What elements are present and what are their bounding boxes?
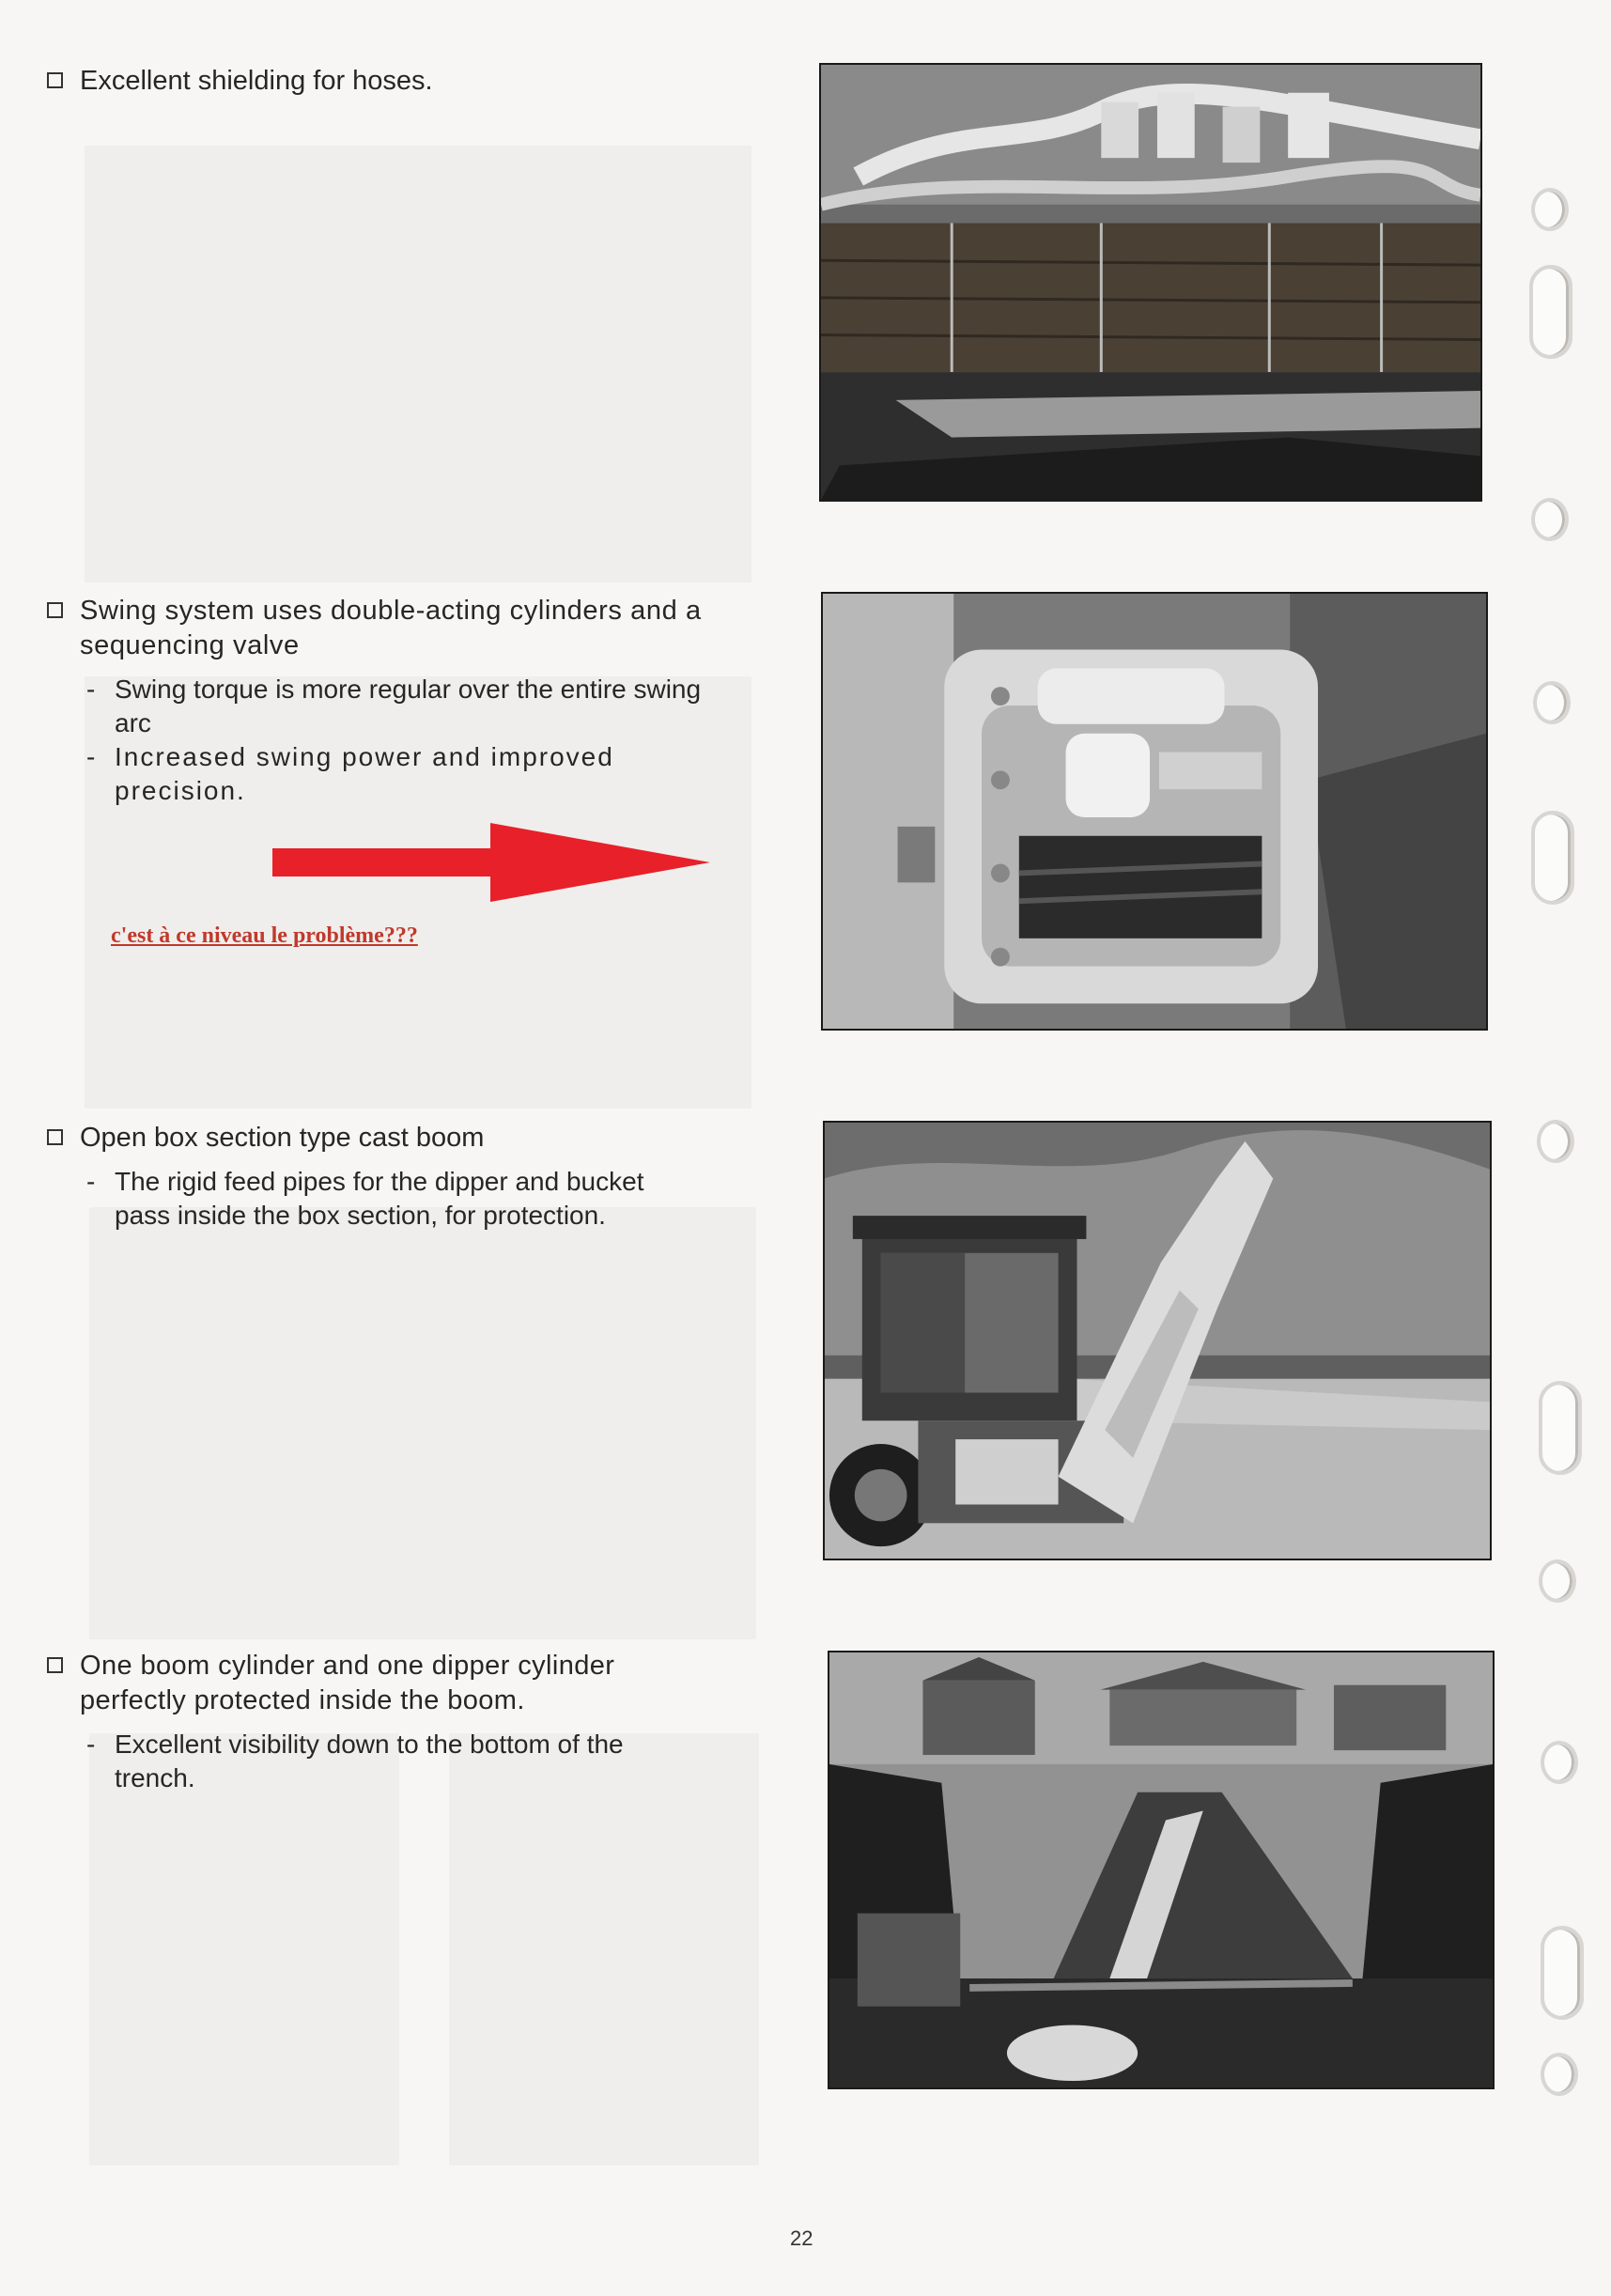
- list-item: - Excellent visibility down to the bottom of the trench.: [86, 1728, 705, 1795]
- checkbox-icon: [47, 1129, 63, 1145]
- annotation-text: c'est à ce niveau le problème???: [111, 923, 418, 948]
- feature-title: One boom cylinder and one dipper cylinder perfectly protected inside the boom.: [80, 1651, 615, 1715]
- trench-view-photo: [828, 1651, 1495, 2089]
- list-item-text: The rigid feed pipes for the dipper and bucket pass inside the box section, for protection.: [115, 1167, 644, 1230]
- feature-boom-cylinders: [47, 1649, 705, 1795]
- binder-hole: [1531, 498, 1569, 541]
- feature-heading: [47, 1649, 705, 1718]
- ghost-panel: [449, 1733, 759, 2165]
- ghost-panel: [89, 1207, 756, 1639]
- binder-hole: [1539, 1559, 1576, 1603]
- ghost-panel: [89, 1733, 399, 2165]
- feature-box-boom: [47, 1121, 705, 1233]
- feature-title: Open box section type cast boom: [80, 1123, 485, 1153]
- feature-swing-system: [47, 594, 705, 808]
- binder-hole: [1531, 188, 1569, 231]
- list-item-text: Increased swing power and improved precision.: [115, 742, 614, 805]
- feature-sub-list: [86, 1728, 705, 1795]
- feature-title: Excellent shielding for hoses.: [80, 66, 433, 96]
- binder-hole: [1537, 1120, 1574, 1163]
- list-item-text: Swing torque is more regular over the entire swing arc: [115, 675, 702, 737]
- list-item: - The rigid feed pipes for the dipper and bucket pass inside the box section, for protection.: [86, 1165, 705, 1233]
- binder-hole: [1533, 681, 1571, 724]
- red-arrow-icon: [272, 823, 710, 902]
- feature-heading: [47, 1121, 705, 1156]
- list-item: - Swing torque is more regular over the entire swing arc: [86, 673, 705, 740]
- checkbox-icon: [47, 1657, 63, 1673]
- binder-slot: [1541, 1926, 1584, 2020]
- binder-slot: [1539, 1381, 1582, 1475]
- feature-hoses: [47, 64, 705, 99]
- hoses-photo: [819, 63, 1482, 502]
- feature-sub-list: [86, 1165, 705, 1233]
- checkbox-icon: [47, 602, 63, 618]
- binder-slot: [1531, 811, 1574, 905]
- binder-hole: [1541, 1741, 1578, 1784]
- page-number: 22: [790, 2226, 813, 2250]
- ghost-panel: [85, 146, 751, 582]
- list-item-text: Excellent visibility down to the bottom of the trench.: [115, 1730, 624, 1792]
- binder-hole: [1541, 2053, 1578, 2096]
- feature-sub-list: [86, 673, 705, 808]
- binder-slot: [1529, 265, 1572, 359]
- backhoe-boom-photo: [823, 1121, 1492, 1560]
- swing-cylinders-photo: [821, 592, 1488, 1031]
- feature-title: Swing system uses double-acting cylinders and a sequencing valve: [80, 596, 702, 660]
- list-item: - Increased swing power and improved precision.: [86, 740, 705, 808]
- checkbox-icon: [47, 72, 63, 88]
- feature-heading: [47, 64, 705, 99]
- feature-heading: [47, 594, 705, 663]
